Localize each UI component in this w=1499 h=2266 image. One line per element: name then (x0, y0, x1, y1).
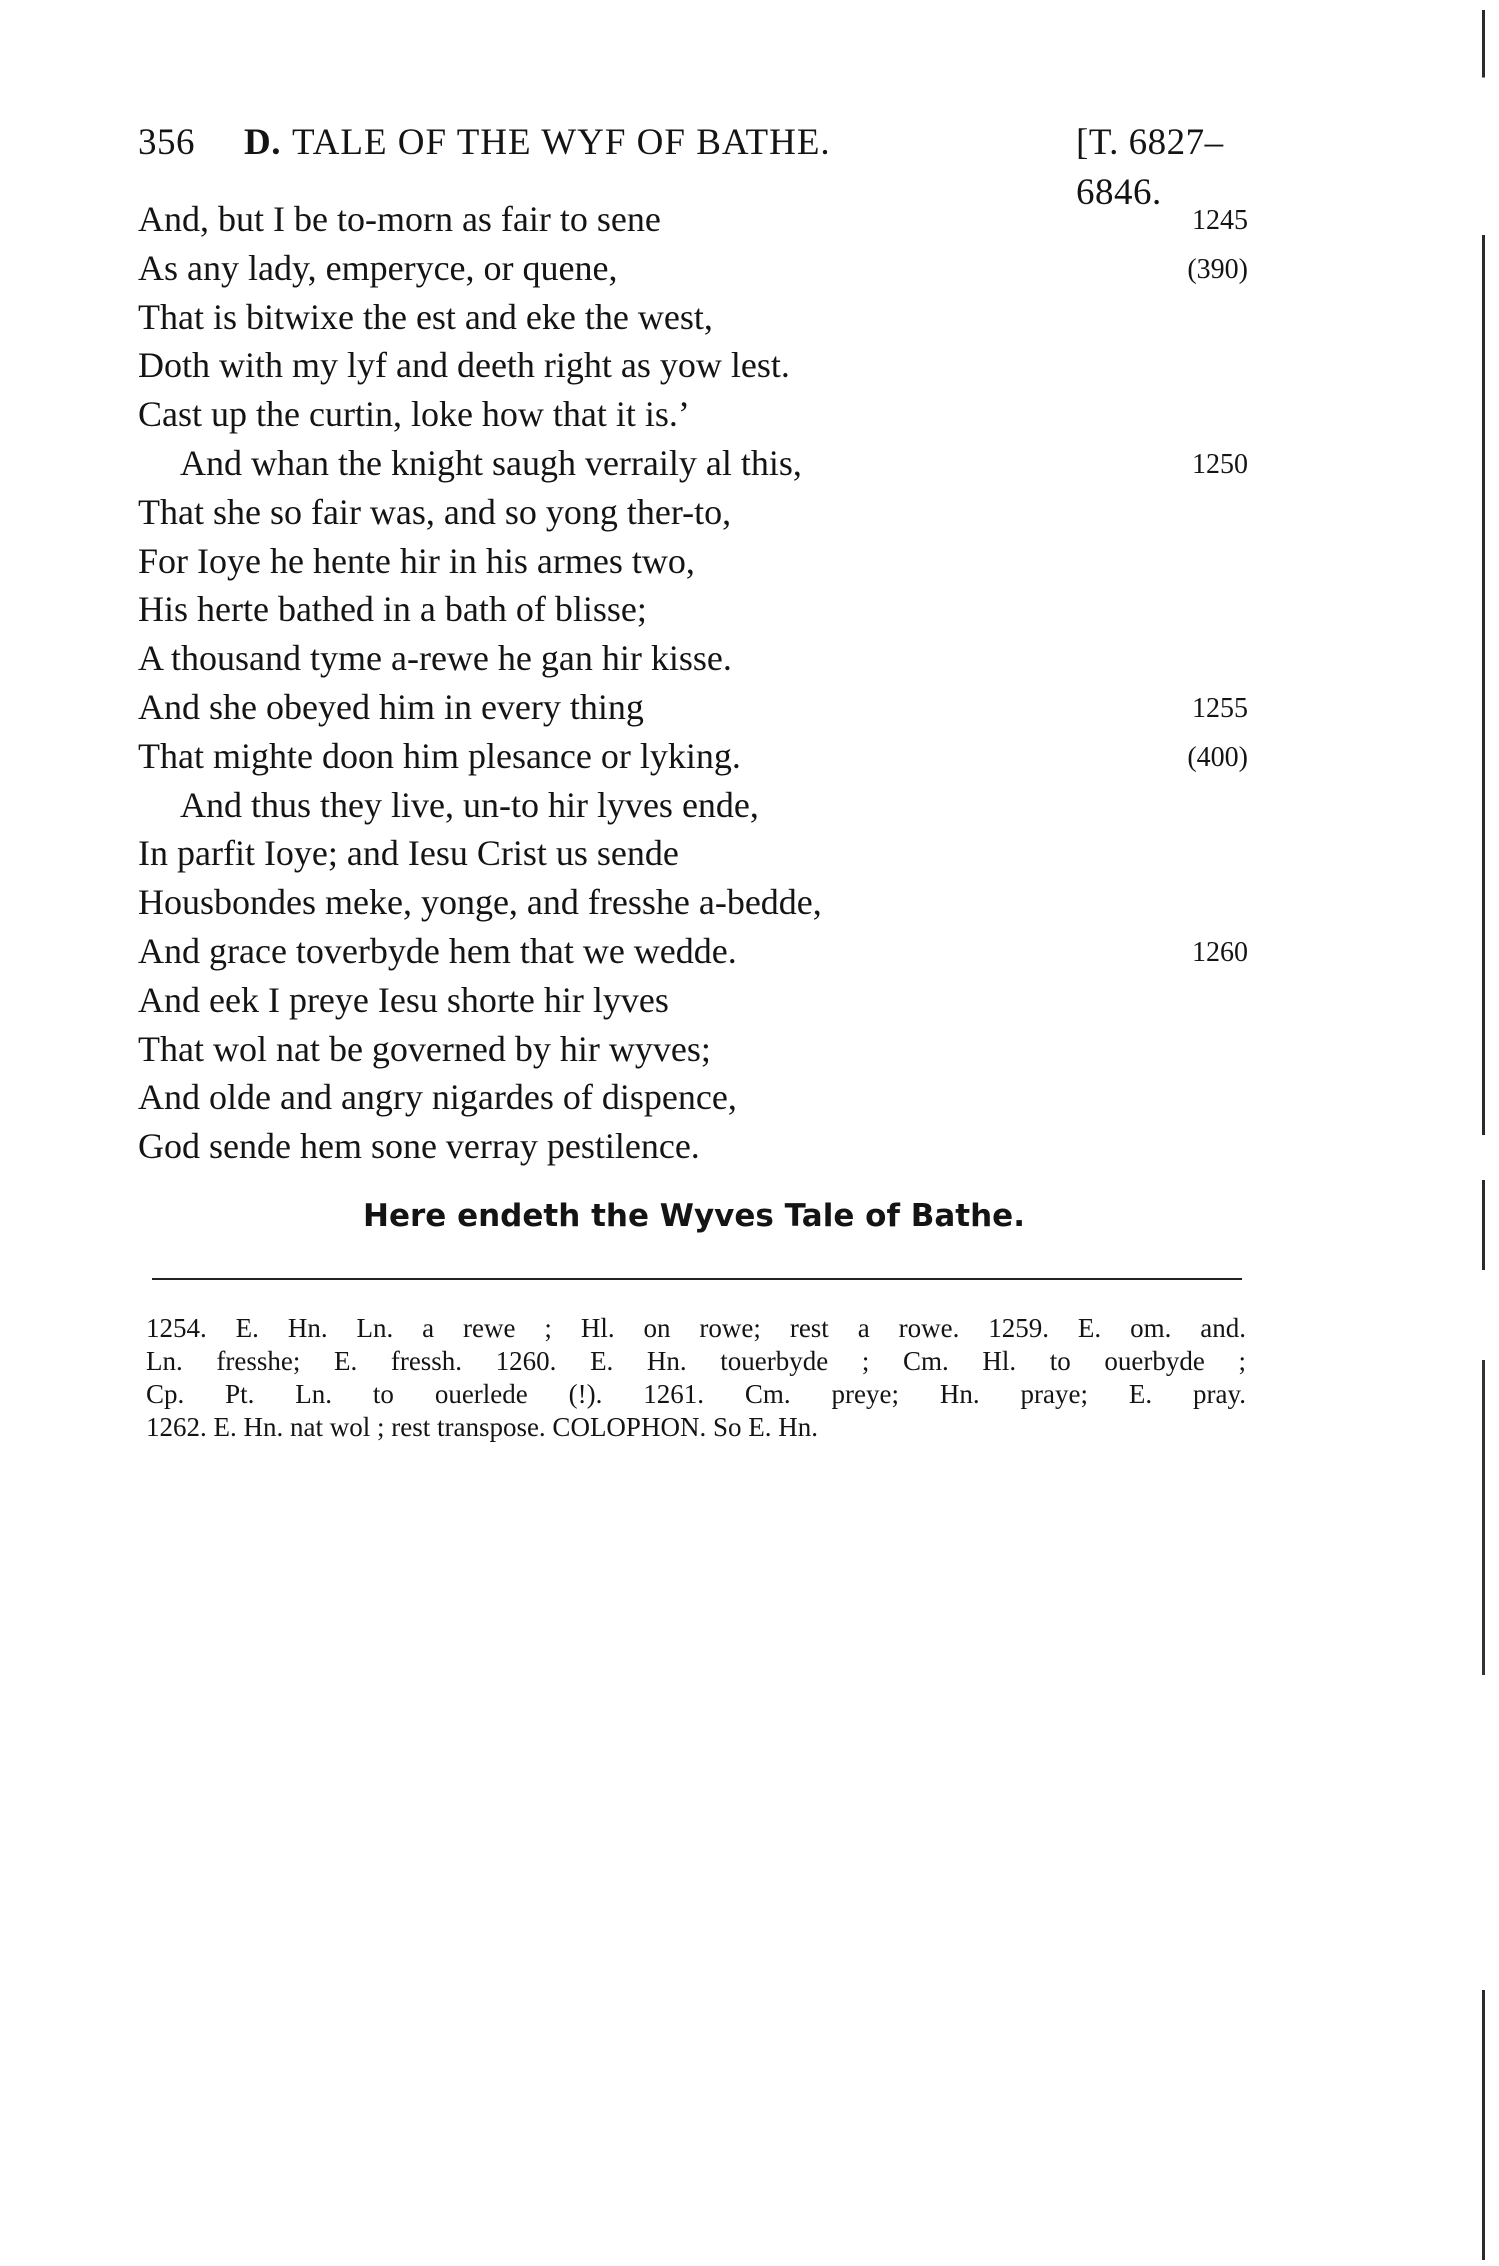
section-letter: D. (244, 122, 281, 163)
verse-text: And grace toverbyde hem that we wedde. (138, 930, 737, 971)
verse-line (138, 683, 1248, 732)
verse-text: God sende hem sone verray pestilence. (138, 1126, 700, 1167)
verse-line (138, 732, 1248, 781)
verse-line (138, 976, 1248, 1025)
verse-text: And, but I be to-morn as fair to sene (138, 199, 661, 239)
verse-line (138, 293, 1248, 342)
verse-text: In parfit Ioye; and Iesu Crist us sende (138, 833, 679, 874)
footnotes (146, 1312, 1246, 1444)
line-number: (390) (1187, 253, 1248, 285)
page-number: 356 (138, 122, 195, 163)
footnote-line: 1262. E. Hn. nat wol ; rest transpose. COLOPHON. So E. Hn. (146, 1412, 818, 1442)
running-header (138, 118, 1238, 213)
line-number: 1260 (1192, 936, 1248, 968)
verse-block (138, 195, 1248, 1171)
verse-line (138, 537, 1248, 586)
line-number: 1245 (1192, 205, 1248, 236)
line-range: [T. 6827–6846. (1076, 122, 1224, 213)
verse-text: And she obeyed him in every thing (138, 686, 644, 727)
verse-line (138, 390, 1248, 439)
verse-line (138, 1122, 1248, 1171)
footnote-line: Ln. fresshe; E. fressh. 1260. E. Hn. touerbyde ; Cm. Hl. to ouerbyde ; (146, 1346, 1246, 1376)
footnote-divider (152, 1278, 1242, 1280)
verse-text: That she so fair was, and so yong ther-to, (138, 491, 732, 532)
verse-text: And whan the knight saugh verraily al this, (180, 442, 802, 483)
verse-text: Housbondes meke, yonge, and fresshe a-bedde, (138, 882, 822, 923)
verse-line (138, 927, 1248, 976)
verse-text: That is bitwixe the est and eke the west, (138, 296, 713, 337)
footnote-line: Cp. Pt. Ln. to ouerlede (!). 1261. Cm. preye; Hn. praye; E. pray. (146, 1379, 1246, 1409)
verse-line (138, 1073, 1248, 1122)
verse-line (138, 781, 1248, 830)
footnote-line: 1254. E. Hn. Ln. a rewe ; Hl. on rowe; rest a rowe. 1259. E. om. and. (146, 1313, 1246, 1343)
verse-line (138, 585, 1248, 634)
colophon: Here endeth the Wyves Tale of Bathe. (363, 1198, 1025, 1234)
verse-text: As any lady, emperyce, or quene, (138, 247, 618, 288)
verse-text: A thousand tyme a-rewe he gan hir kisse. (138, 638, 732, 679)
verse-line (138, 1025, 1248, 1074)
verse-text: Doth with my lyf and deeth right as yow lest. (138, 345, 790, 386)
line-number: 1250 (1192, 448, 1248, 480)
verse-text: And olde and angry nigardes of dispence, (138, 1077, 737, 1118)
verse-line (138, 634, 1248, 683)
verse-text: For Ioye he hente hir in his armes two, (138, 540, 695, 581)
verse-text: And eek I preye Iesu shorte hir lyves (138, 979, 669, 1020)
verse-line (138, 488, 1248, 537)
line-number: (400) (1187, 741, 1248, 773)
verse-line (138, 829, 1248, 878)
verse-line (138, 341, 1248, 390)
verse-line (138, 878, 1248, 927)
verse-text: Cast up the curtin, loke how that it is.’ (138, 394, 690, 435)
verse-line (138, 244, 1248, 293)
verse-text: That wol nat be governed by hir wyves; (138, 1028, 711, 1069)
verse-text: And thus they live, un-to hir lyves ende, (180, 784, 759, 825)
verse-line (138, 439, 1248, 488)
line-number: 1255 (1192, 692, 1248, 724)
scan-edge (1482, 10, 1485, 2260)
running-title: TALE OF THE WYF OF BATHE. (292, 122, 831, 163)
verse-text: His herte bathed in a bath of blisse; (138, 589, 647, 630)
verse-text: That mighte doon him plesance or lyking. (138, 735, 741, 776)
verse-line (138, 195, 1248, 244)
